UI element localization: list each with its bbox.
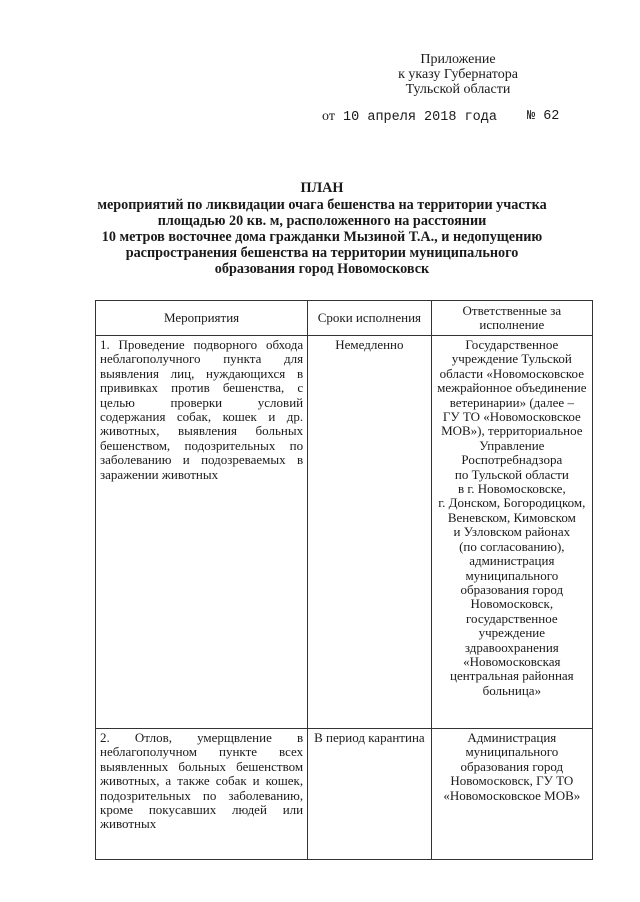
responsible-line: «Новомосковское МОВ» — [443, 787, 581, 803]
responsible-line: учреждение Тульской — [451, 351, 572, 367]
column-header-terms: Сроки исполнения — [308, 301, 432, 336]
responsible-line: Новомосковск, ГУ ТО — [450, 773, 574, 789]
responsible-line: учреждение — [478, 625, 545, 641]
appendix-line: Тульской области — [405, 82, 511, 97]
column-header-measures: Мероприятия — [96, 301, 308, 336]
responsible-line: Государственное — [465, 337, 559, 352]
responsible-line: Новомосковск, — [470, 596, 554, 612]
decree-date-line — [322, 109, 560, 125]
term-cell: В период карантина — [308, 729, 432, 860]
title-line: распространения бешенства на территории муниципального — [125, 245, 519, 261]
measure-cell: 2. Отлов, умерщвление в неблагополучном пункте всех выявленных больных бешенством животных, а также собак и кошек, подозрительных по заболеванию, кроме покусавших людей или животных — [96, 729, 308, 860]
column-header-responsible: Ответственные за исполнение — [431, 301, 592, 336]
document-title — [95, 180, 549, 277]
responsible-line: МОВ»), территориальное — [441, 423, 583, 439]
responsible-cell — [431, 336, 592, 729]
title-line: площадью 20 кв. м, расположенного на расстоянии — [157, 213, 487, 229]
table-row — [96, 729, 593, 860]
responsible-cell — [431, 729, 592, 860]
responsible-line: Администрация — [467, 730, 557, 745]
responsible-line: Роспотребнадзора — [461, 452, 563, 468]
responsible-line: ГУ ТО «Новомосковское — [442, 409, 581, 425]
decree-date: 10 апреля 2018 года — [343, 110, 497, 125]
responsible-line: больница» — [482, 682, 542, 698]
responsible-line: в г. Новомосковске, — [457, 481, 566, 497]
title-line: 10 метров восточнее дома гражданки Мызиной Т.А., и недопущению — [101, 229, 543, 245]
title-line: мероприятий по ликвидации очага бешенства на территории участка — [97, 197, 547, 213]
responsible-line: (по согласованию), — [459, 538, 565, 554]
responsible-line: области «Новомосковское — [439, 365, 584, 381]
responsible-line: государственное — [466, 610, 558, 626]
responsible-line: муниципального — [465, 567, 559, 583]
term-cell: Немедленно — [308, 336, 432, 729]
responsible-line: Веневском, Кимовском — [447, 509, 576, 525]
responsible-line: «Новомосковская — [463, 653, 561, 669]
responsible-line: образования город — [460, 581, 564, 597]
responsible-line: межрайонное объединение — [437, 380, 587, 396]
title-plan: ПЛАН — [300, 180, 344, 196]
responsible-line: муниципального — [465, 744, 559, 760]
appendix-header — [378, 52, 538, 97]
responsible-line: Управление — [479, 437, 545, 453]
responsible-line: и Узловском районах — [453, 524, 571, 540]
measures-table — [95, 300, 593, 860]
date-prefix: от — [322, 109, 335, 124]
title-line: образования город Новомосковск — [214, 261, 430, 277]
table-row — [96, 336, 593, 729]
responsible-line: образования город — [460, 758, 564, 774]
responsible-line: ветеринарии» (далее – — [449, 394, 574, 410]
measure-cell: 1. Проведение подворного обхода неблагополучного пункта для выявления лиц, нуждающихся в прививках против бешенства, с целью проверки условий содержания собак, кошек и др. животных, выявления больных бешенством, подозрительных по заболеванию и подозреваемых в заражении животных — [96, 336, 308, 729]
responsible-line: г. Донском, Богородицком, — [438, 495, 586, 511]
responsible-line: центральная районная — [449, 668, 574, 684]
table-header-row — [96, 301, 593, 336]
appendix-line: Приложение — [420, 52, 496, 67]
decree-number: № 62 — [527, 109, 560, 124]
responsible-line: администрация — [469, 553, 555, 569]
responsible-line: здравоохранения — [464, 639, 559, 655]
appendix-line: к указу Губернатора — [398, 67, 518, 82]
responsible-line: по Тульской области — [454, 466, 569, 482]
